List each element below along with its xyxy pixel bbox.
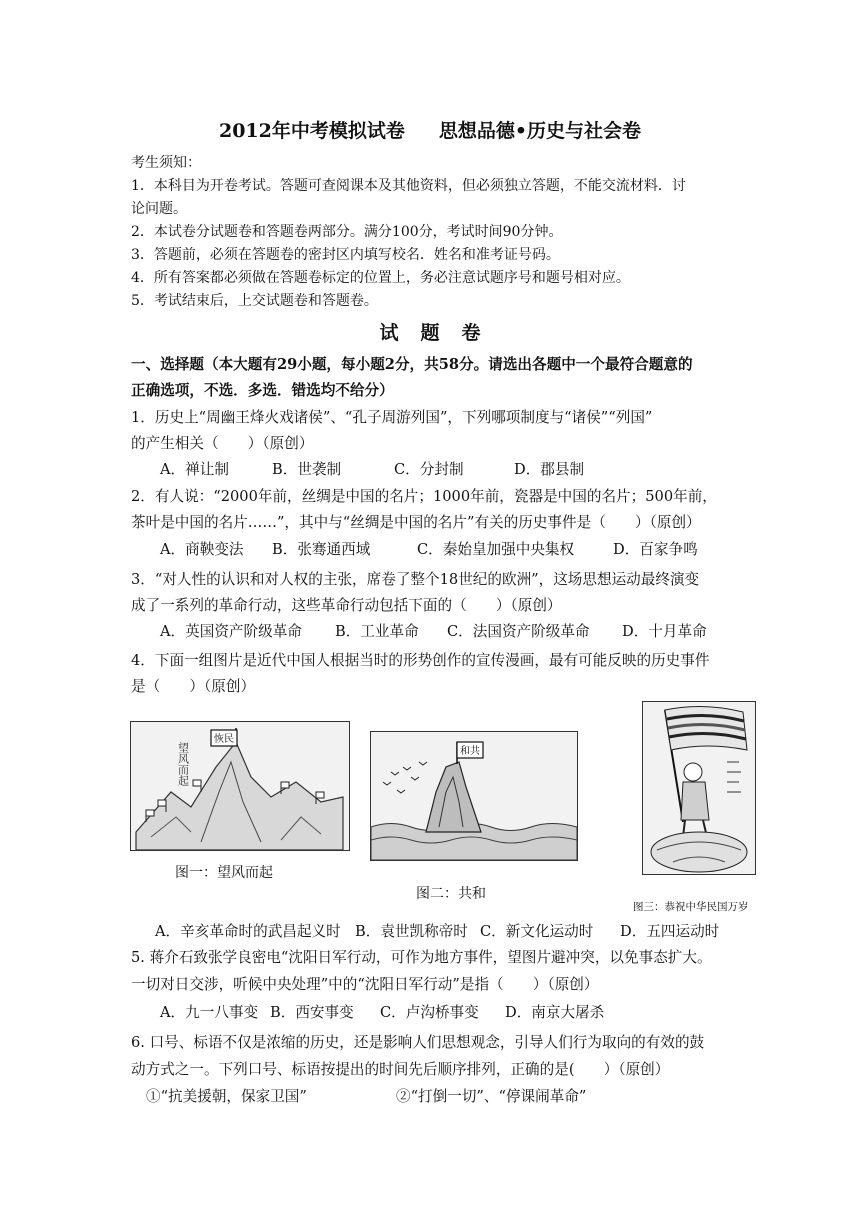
option-d: D．南京大屠杀 [505,1004,605,1021]
figure-1-side-text: 望风而起 [176,742,190,786]
slogan-item: ②“打倒一切”、“停课闹革命” [396,1088,587,1105]
option-d: D．郡县制 [514,461,585,478]
option-a: A．九一八事变 [160,1004,259,1021]
option-d: D．十月革命 [622,623,707,640]
question-1-stem: 1．历史上“周幽王烽火戏诸侯”、“孔子周游列国”，下列哪项制度与“诸侯”“列国” [131,409,653,426]
question-5-stem: 一切对日交涉，听候中央处理”中的“沈阳日军行动”是指（ ）（原创） [131,976,599,993]
question-6-stem: 动方式之一。下列口号、标语按提出的时间先后顺序排列，正确的是( ）（原创） [131,1061,670,1078]
option-d: D．五四运动时 [620,923,720,940]
rock-sea-illustration [371,732,577,860]
question-6-stem: 6. 口号、标语不仅是浓缩的历史，还是影响人们思想观念，引导人们行为取向的有效的鼓 [131,1034,705,1051]
slogan-item: ①“抗美援朝，保家卫国” [146,1088,307,1105]
notice-item: 1．本科目为开卷考试。答题可查阅课本及其他资料，但必须独立答题，不能交流材料．讨 [131,178,686,194]
option-b: B．张骞通西域 [272,541,371,558]
figure-3-cartoon [642,701,756,875]
figure-3-caption: 图三：恭祝中华民国万岁 [633,901,749,913]
figure-2-flag-text: 和共 [460,746,480,757]
question-5-stem: 5. 蒋介石致张学良密电“沈阳日军行动，可作为地方事件，望图片避冲突，以免事态扩大。 [131,949,712,966]
option-b: B．工业革命 [335,623,419,640]
option-a: A．英国资产阶级革命 [160,623,302,640]
notice-item: 2．本试卷分试题卷和答题卷两部分。满分100分，考试时间90分钟。 [131,224,563,240]
option-b: B．世袭制 [272,461,342,478]
question-4-stem: 是（ ）（原创） [131,678,256,695]
flag-globe-illustration [643,702,755,874]
notice-item: 5．考试结束后，上交试题卷和答题卷。 [131,293,378,309]
question-2-stem: 茶叶是中国的名片……”，其中与“丝绸是中国的名片”有关的历史事件是（ ）（原创） [131,514,701,531]
question-1-options [160,457,584,483]
option-b: B．西安事变 [270,1004,354,1021]
section-title: 试题卷 [379,322,503,344]
question-3-stem: 3．“对人性的认识和对人权的主张，席卷了整个18世纪的欧洲”，这场思想运动最终演变 [131,571,700,588]
mountain-flags-illustration [131,722,349,850]
notice-item: 4．所有答案都必须做在答题卷标定的位置上，务必注意试题序号和题号相对应。 [131,270,630,286]
figure-2-cartoon [370,731,578,861]
question-4-stem: 4．下面一组图片是近代中国人根据当时的形势创作的宣传漫画，最有可能反映的历史事件 [131,652,710,669]
question-1-stem: 的产生相关（ ）（原创） [131,435,314,452]
option-c: C．卢沟桥事变 [380,1004,479,1021]
option-c: C．分封制 [394,461,464,478]
section-instructions: 一、选择题（本大题有29小题，每小题2分，共58分。请选出各题中一个最符合题意的 [131,356,693,373]
option-a: A．商鞅变法 [160,541,244,558]
question-2-stem: 2．有人说：“2000年前，丝绸是中国的名片；1000年前，瓷器是中国的名片；500年前， [131,488,717,505]
option-d: D．百家争鸣 [613,541,698,558]
notice-item: 论问题。 [131,201,187,217]
option-c: C．法国资产阶级革命 [447,623,590,640]
question-5-options [160,1000,604,1026]
option-a: A．禅让制 [160,461,229,478]
figure-1-cartoon [130,721,350,851]
section-instructions: 正确选项，不选．多选．错选均不给分） [131,382,394,399]
notice-item: 3．答题前，必须在答题卷的密封区内填写校名．姓名和准考证号码。 [131,247,560,263]
question-4-options [155,919,719,945]
notice-heading: 考生须知： [131,155,201,171]
figure-2-caption: 图二：共和 [416,886,486,902]
page-title: 2012年中考模拟试卷 思想品德•历史与社会卷 [218,120,642,142]
question-3-stem: 成了一系列的革命行动，这些革命行动包括下面的（ ）（原创） [131,597,562,614]
option-b: B．袁世凯称帝时 [355,923,468,940]
option-c: C．秦始皇加强中央集权 [417,541,575,558]
option-a: A．辛亥革命时的武昌起义时 [155,923,341,940]
question-3-options [160,619,707,645]
option-c: C．新文化运动时 [480,923,594,940]
question-6-items [146,1084,586,1110]
question-2-options [160,537,698,563]
figure-1-flag-text: 恢民 [214,734,234,745]
figure-1-caption: 图一：望风而起 [175,865,273,881]
